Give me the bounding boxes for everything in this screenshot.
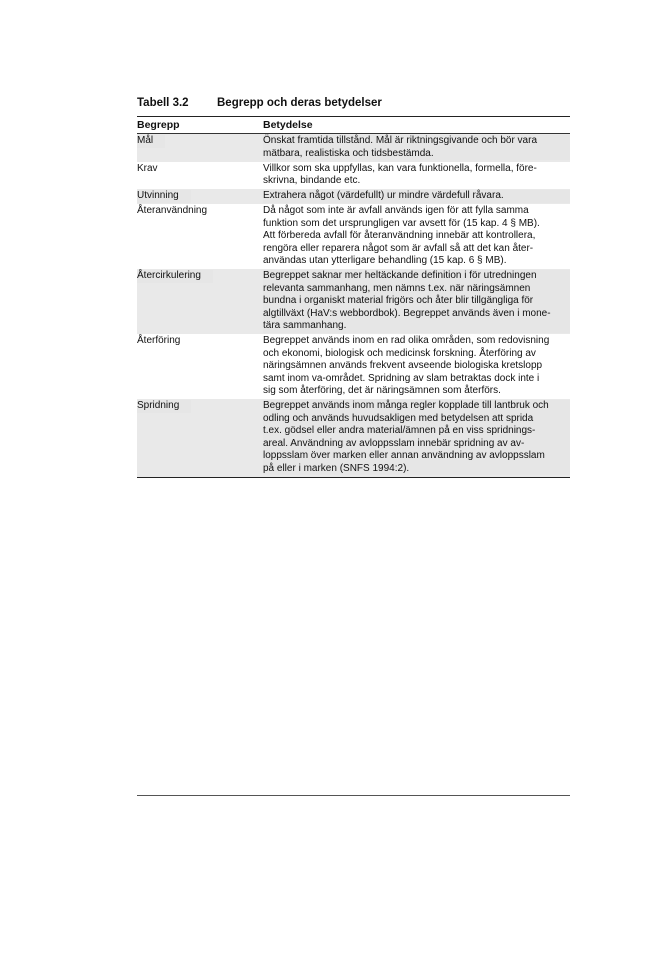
meaning-cell — [263, 335, 570, 398]
footnote-rule — [137, 795, 570, 796]
meaning-line: och ekonomi, biologisk och medicinsk forskning. Återföring av — [263, 347, 536, 359]
meaning-line: Begreppet används inom en rad olika områden, som redovisning — [263, 335, 550, 346]
meaning-line: relevanta sammanhang, men nämns t.ex. när näringsämnen — [263, 283, 570, 296]
meaning-line: samt inom va-området. Spridning av slam betraktas dock inte i — [263, 372, 540, 384]
meaning-cell — [263, 400, 570, 475]
meaning-line: Begreppet används inom många regler kopplade till lantbruk och — [263, 400, 570, 413]
table-number: Tabell 3.2 — [137, 97, 189, 109]
meaning-line: på eller i marken (SNFS 1994:2). — [263, 463, 570, 476]
meaning-cell — [263, 135, 570, 160]
meaning-line: loppsslam över marken eller annan användning av avloppsslam — [263, 450, 570, 463]
meaning-line: Önskat framtida tillstånd. Mål är riktningsgivande och bör vara — [263, 135, 570, 148]
meaning-line: användas utan ytterligare behandling (15 kap. 6 § MB). — [263, 255, 507, 266]
meaning-line: rengöra eller reparera något som är avfall så att det kan åter- — [263, 242, 534, 254]
term-cell — [137, 205, 263, 268]
table-body — [137, 134, 570, 477]
table-row — [137, 269, 570, 334]
meaning-line: Att förbereda avfall för återanvändning innebär att kontrollera, — [263, 230, 536, 241]
term-cell — [137, 335, 263, 398]
meaning-cell — [263, 205, 570, 268]
table-bottom-rule — [137, 477, 570, 478]
meaning-line: Villkor som ska uppfyllas, kan vara funktionella, formella, före- — [263, 162, 537, 174]
meaning-line: sig som återföring, det är näringsämnen som återförs. — [263, 385, 501, 396]
meaning-line: funktion som det ursprungligen var avsett för (15 kap. 4 § MB). — [263, 217, 540, 229]
meaning-line: algtillväxt (HaV:s webbordbok). Begreppet används även i mone- — [263, 308, 570, 321]
term-text: Mål — [137, 135, 165, 148]
table-row — [137, 189, 570, 204]
table-title: Begrepp och deras betydelser — [217, 97, 382, 109]
term-cell — [137, 190, 263, 203]
header-meaning: Betydelse — [263, 119, 313, 131]
meaning-line: skrivna, bindande etc. — [263, 175, 361, 186]
meaning-cell — [263, 190, 570, 203]
term-text: Återcirkulering — [137, 270, 213, 283]
meaning-line: odling och används huvudsakligen med betydelsen att sprida — [263, 413, 570, 426]
meaning-line: Begreppet saknar mer heltäckande definition i för utredningen — [263, 270, 570, 283]
document-page — [137, 95, 570, 478]
meaning-cell — [263, 270, 570, 333]
term-text: Utvinning — [137, 190, 191, 203]
table-row — [137, 204, 570, 269]
meaning-line: näringsämnen används frekvent avseende biologiska kretslopp — [263, 360, 543, 371]
term-text: Återanvändning — [137, 205, 208, 216]
term-cell — [137, 163, 263, 188]
table-row — [137, 399, 570, 477]
table-row — [137, 134, 570, 162]
table-caption — [137, 95, 570, 111]
meaning-line: Extrahera något (värdefullt) ur mindre värdefull råvara. — [263, 190, 570, 203]
term-text: Krav — [137, 162, 158, 174]
meaning-line: bundna i organiskt material frigörs och åter blir tillgängliga för — [263, 295, 570, 308]
table-header-row — [137, 117, 570, 133]
meaning-cell — [263, 163, 570, 188]
table-row — [137, 162, 570, 190]
term-text: Återföring — [137, 335, 181, 346]
term-cell — [137, 270, 263, 333]
table-row — [137, 334, 570, 399]
meaning-line: mätbara, realistiska och tidsbestämda. — [263, 148, 570, 161]
meaning-line: areal. Användning av avloppsslam innebär spridning av av- — [263, 438, 570, 451]
term-cell — [137, 135, 263, 160]
meaning-line: Då något som inte är avfall används igen för att fylla samma — [263, 205, 529, 216]
meaning-line: t.ex. gödsel eller andra material/ämnen på en viss spridnings- — [263, 425, 570, 438]
term-cell — [137, 400, 263, 475]
meaning-line: tära sammanhang. — [263, 320, 570, 333]
term-text: Spridning — [137, 400, 191, 413]
header-term: Begrepp — [137, 119, 180, 131]
